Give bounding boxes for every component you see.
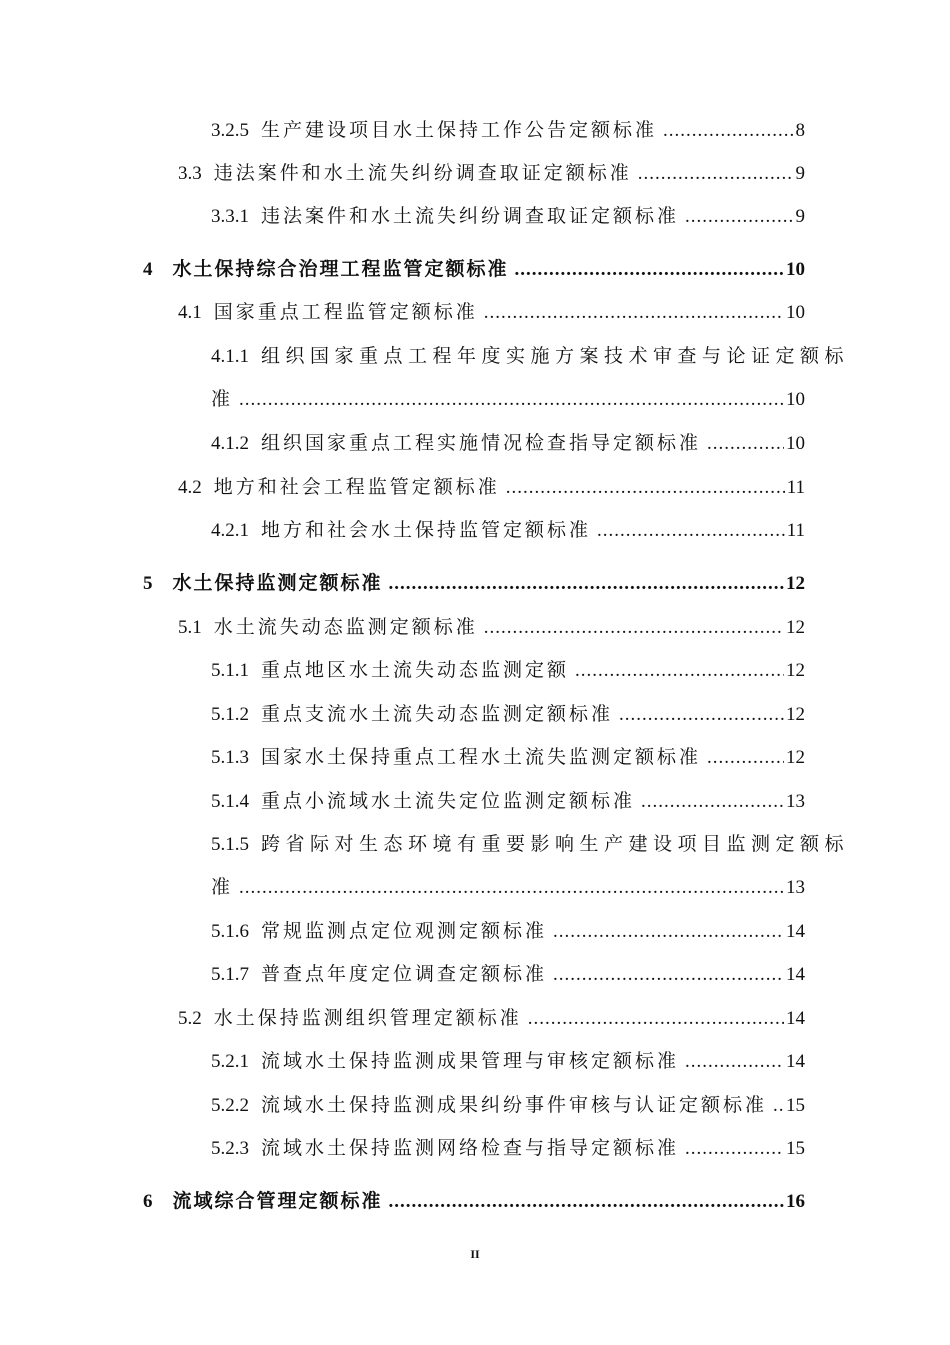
entry-page: 9 — [795, 206, 805, 227]
dot-leader — [484, 613, 784, 643]
toc-entry-5-1-5-continued[interactable] — [211, 872, 805, 902]
dot-leader — [506, 473, 785, 503]
dot-leader — [663, 116, 793, 146]
dot-leader — [389, 1187, 784, 1217]
toc-entry-5-1-6[interactable] — [211, 916, 805, 946]
toc-entry-5-2-3[interactable] — [211, 1133, 805, 1163]
entry-number: 3.2.5 — [211, 120, 249, 141]
dot-leader — [389, 569, 784, 599]
entry-page: 15 — [786, 1138, 805, 1159]
entry-title: 水土保持监测组织管理定额标准 — [213, 1007, 522, 1029]
dot-leader — [484, 298, 784, 328]
entry-page: 13 — [786, 877, 805, 898]
entry-number: 5.2 — [178, 1008, 202, 1029]
toc-entry-4-2[interactable] — [178, 472, 805, 502]
entry-title: 生产建设项目水土保持工作公告定额标准 — [261, 119, 658, 141]
dot-leader — [515, 255, 784, 285]
toc-entry-5-1-3[interactable] — [211, 742, 805, 772]
entry-title: 违法案件和水土流失纠纷调查取证定额标准 — [261, 205, 680, 227]
toc-entry-4-1-2[interactable] — [211, 428, 805, 458]
entry-number: 5.1.5 — [211, 834, 249, 855]
dot-leader — [575, 656, 784, 686]
entry-title-continued: 准 — [211, 388, 234, 410]
toc-entry-4-1[interactable] — [178, 297, 805, 327]
entry-title: 违法案件和水土流失纠纷调查取证定额标准 — [213, 162, 632, 184]
toc-entry-3-3-1[interactable] — [211, 201, 805, 231]
entry-title: 地方和社会工程监管定额标准 — [213, 476, 500, 498]
entry-title: 常规监测点定位观测定额标准 — [261, 920, 548, 942]
entry-title: 国家水土保持重点工程水土流失监测定额标准 — [261, 746, 702, 768]
entry-title: 水土保持监测定额标准 — [172, 572, 383, 594]
entry-title-continued: 准 — [211, 876, 234, 898]
toc-entry-5-1-5[interactable] — [211, 829, 850, 859]
entry-page: 13 — [786, 791, 805, 812]
entry-page: 15 — [786, 1095, 805, 1116]
entry-page: 14 — [786, 921, 805, 942]
toc-entry-5-1[interactable] — [178, 612, 805, 642]
dot-leader — [773, 1091, 784, 1121]
entry-title: 重点地区水土流失动态监测定额 — [261, 659, 570, 681]
entry-page: 16 — [786, 1191, 805, 1212]
entry-page: 10 — [786, 389, 805, 410]
entry-title: 跨省际对生态环境有重要影响生产建设项目监测定额标 — [261, 833, 850, 855]
entry-page: 14 — [786, 964, 805, 985]
entry-number: 5.1 — [178, 617, 202, 638]
dot-leader — [685, 1047, 784, 1077]
dot-leader — [597, 516, 785, 546]
toc-entry-5[interactable] — [143, 568, 805, 598]
entry-page: 10 — [786, 259, 805, 280]
entry-title: 流域水土保持监测成果管理与审核定额标准 — [261, 1050, 680, 1072]
entry-title: 重点小流域水土流失定位监测定额标准 — [261, 790, 636, 812]
entry-number: 4.1 — [178, 302, 202, 323]
entry-page: 11 — [786, 520, 805, 541]
dot-leader — [239, 385, 784, 415]
entry-number: 3.3.1 — [211, 206, 249, 227]
entry-number: 5.1.1 — [211, 660, 249, 681]
dot-leader — [619, 700, 784, 730]
dot-leader — [553, 917, 784, 947]
entry-number: 6 — [143, 1191, 153, 1212]
dot-leader — [553, 960, 784, 990]
entry-title: 组织国家重点工程年度实施方案技术审查与论证定额标 — [261, 345, 850, 367]
entry-page: 14 — [786, 1051, 805, 1072]
entry-number: 4.1.2 — [211, 433, 249, 454]
entry-number: 5.2.1 — [211, 1051, 249, 1072]
entry-number: 4.2 — [178, 477, 202, 498]
entry-number: 5.1.2 — [211, 704, 249, 725]
dot-leader — [707, 429, 784, 459]
entry-title: 国家重点工程监管定额标准 — [213, 301, 478, 323]
toc-entry-5-1-7[interactable] — [211, 959, 805, 989]
toc-entry-5-2-1[interactable] — [211, 1046, 805, 1076]
dot-leader — [685, 202, 793, 232]
toc-entry-3-2-5[interactable] — [211, 115, 805, 145]
entry-page: 9 — [795, 163, 805, 184]
entry-number: 5.1.4 — [211, 791, 249, 812]
toc-entry-3-3[interactable] — [178, 158, 805, 188]
toc-entry-5-2[interactable] — [178, 1003, 805, 1033]
entry-page: 12 — [786, 747, 805, 768]
dot-leader — [707, 743, 784, 773]
entry-number: 5.1.6 — [211, 921, 249, 942]
entry-title: 流域综合管理定额标准 — [172, 1190, 383, 1212]
toc-entry-4[interactable] — [143, 254, 805, 284]
entry-page: 12 — [786, 704, 805, 725]
entry-number: 4.1.1 — [211, 346, 249, 367]
entry-title: 地方和社会水土保持监管定额标准 — [261, 519, 592, 541]
dot-leader — [528, 1004, 784, 1034]
dot-leader — [239, 873, 784, 903]
entry-page: 12 — [786, 573, 805, 594]
entry-page: 10 — [786, 433, 805, 454]
entry-title: 流域水土保持监测成果纠纷事件审核与认证定额标准 — [261, 1094, 768, 1116]
entry-page: 14 — [786, 1008, 805, 1029]
entry-title: 水土流失动态监测定额标准 — [213, 616, 478, 638]
dot-leader — [638, 159, 794, 189]
entry-page: 10 — [786, 302, 805, 323]
toc-entry-4-1-1[interactable] — [211, 341, 850, 371]
entry-number: 5.1.3 — [211, 747, 249, 768]
dot-leader — [685, 1134, 784, 1164]
entry-title: 水土保持综合治理工程监管定额标准 — [172, 258, 509, 280]
entry-number: 3.3 — [178, 163, 202, 184]
entry-number: 5.2.2 — [211, 1095, 249, 1116]
toc-entry-6[interactable] — [143, 1186, 805, 1216]
entry-page: 12 — [786, 617, 805, 638]
entry-number: 5 — [143, 573, 153, 594]
entry-page: 12 — [786, 660, 805, 681]
toc-entry-5-1-1[interactable] — [211, 655, 805, 685]
toc-entry-4-1-1-continued[interactable] — [211, 384, 805, 414]
dot-leader — [641, 787, 784, 817]
entry-page: 11 — [786, 477, 805, 498]
entry-title: 组织国家重点工程实施情况检查指导定额标准 — [261, 432, 702, 454]
toc-entry-5-1-4[interactable] — [211, 786, 805, 816]
entry-title: 普查点年度定位调查定额标准 — [261, 963, 548, 985]
entry-number: 4.2.1 — [211, 520, 249, 541]
entry-title: 流域水土保持监测网络检查与指导定额标准 — [261, 1137, 680, 1159]
entry-number: 4 — [143, 259, 153, 280]
toc-entry-5-1-2[interactable] — [211, 699, 805, 729]
toc-entry-5-2-2[interactable] — [211, 1090, 805, 1120]
toc-entry-4-2-1[interactable] — [211, 515, 805, 545]
entry-number: 5.1.7 — [211, 964, 249, 985]
entry-page: 8 — [795, 120, 805, 141]
entry-title: 重点支流水土流失动态监测定额标准 — [261, 703, 614, 725]
page-number-footer: II — [470, 1247, 480, 1261]
entry-number: 5.2.3 — [211, 1138, 249, 1159]
